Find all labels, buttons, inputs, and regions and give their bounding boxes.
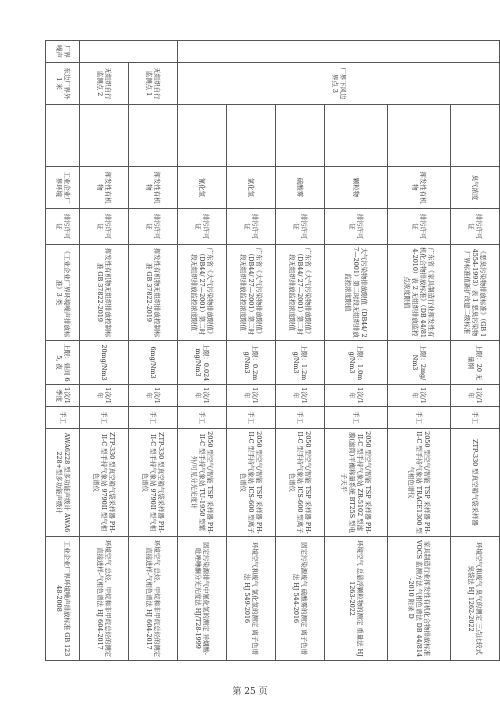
equipment-cell: ZTP-330 型真空箱气袋采样器 PH-II-C 型手持气象站 9790II 型气相色谱仪: [129, 429, 178, 537]
mode-cell: 手工: [226, 407, 275, 429]
basis-cell: 排污许可证: [451, 209, 500, 245]
table-row: [275, 41, 324, 661]
standard-cell: 《工业企业厂界环境噪声排放标准》3 类: [46, 245, 80, 341]
mode-cell: 手工: [129, 407, 178, 429]
equipment-cell: 2050 型空气/智能 TSP 采样器 PH-II-C 型手持气象站 TU-1950 型紫外/可见分光光度计: [178, 429, 227, 537]
limit-cell: 上限：1.0mg/Nm3: [324, 341, 387, 385]
limit-cell: 6mg/Nm3: [129, 341, 178, 385]
empty-cell: [226, 105, 275, 167]
item-cell: 挥发性有机物: [80, 167, 129, 209]
equipment-cell: AWA6228 型多功能声级计 AWA6228+型多功能声级计: [46, 429, 80, 537]
freq-cell: 1次/1年: [451, 385, 500, 407]
mode-cell: 手工: [387, 407, 450, 429]
equipment-cell: 2050 型空气/智能 TSP 采样器 PH-II-C 型手持气象站 ICS-600 型离子色谱仪: [275, 429, 324, 537]
rotated-table-container: [45, 40, 500, 660]
item-cell: 颗粒物: [324, 167, 387, 209]
analysis-cell: 环境空气和废气 臭气的测定 三点比较式臭袋法 HJ 1262-2022: [451, 537, 500, 661]
equipment-cell: 2050 型空气/智能 TSP 采样器 PH-II-C 型手持气象站 ZR-5102 型滤膜(滤筒)平衡称量系统 BT25S 型电子天平: [324, 429, 387, 537]
point-cell: 东边厂界外 1 米: [46, 63, 80, 105]
category-cell: 厂界噪声: [46, 41, 80, 63]
standard-cell: 广东省《大气污染物排放限值》（DB44/ 27—2001）第二时段无组织排放监控浓度限值: [275, 245, 324, 341]
mode-cell: 手工: [275, 407, 324, 429]
freq-cell: 1次/1年: [275, 385, 324, 407]
standard-cell: 广东省《大气污染物排放限值》（DB44/ 27—2001）第二时段无组织排放监控浓度限值: [178, 245, 227, 341]
equipment-cell: ZTP-330 型真空箱气袋采样器: [451, 429, 500, 537]
basis-cell: 排污许可证: [226, 209, 275, 245]
point-cell: 厂界下风边界点 3: [178, 63, 500, 105]
freq-cell: 1次/1年: [226, 385, 275, 407]
mode-cell: 手工: [324, 407, 387, 429]
freq-cell: 1次/1年: [324, 385, 387, 407]
page-number: 第 25 页: [232, 687, 268, 697]
freq-cell: 1次/1年: [387, 385, 450, 407]
equipment-cell: ZTP-330 型真空箱气袋采样器 PH-II-C 型手持气象站 9790II 型气相色谱仪: [80, 429, 129, 537]
mode-cell: 手工: [80, 407, 129, 429]
table-row: [387, 41, 450, 661]
analysis-cell: 工业企业厂界环境噪声排放标准 GB 12348-2008: [46, 537, 80, 661]
limit-cell: 上限：1.2mg/Nm3: [275, 341, 324, 385]
limit-cell: 上限：0.2mg/Nm3: [226, 341, 275, 385]
empty-cell: [451, 105, 500, 167]
table-row: [129, 41, 178, 661]
table-row: [178, 41, 227, 661]
point-cell: 无组织自行监测点 1: [129, 63, 178, 105]
item-cell: 氰化氢: [178, 167, 227, 209]
standard-cell: 大气污染物排放限值（DB44/ 27—2001）第二时段无组织排放监控浓度限值: [324, 245, 387, 341]
table-row: [80, 41, 129, 661]
mode-cell: 手工: [178, 407, 227, 429]
limit-cell: 上限：20 无量纲: [451, 341, 500, 385]
empty-cell: [129, 105, 178, 167]
basis-cell: 排污许可证: [46, 209, 80, 245]
item-cell: 挥发性有机物: [129, 167, 178, 209]
freq-cell: 1次/1年: [80, 385, 129, 407]
freq-cell: 1次/1年: [129, 385, 178, 407]
standard-cell: 挥发性有机物无组织排放控制标准 GB 37822-2019: [129, 245, 178, 341]
item-cell: 氯化氢: [226, 167, 275, 209]
analysis-cell: 家具制造行业挥发性有机化合物排放标准 VOCS 监测方法 气相色谱法 DB 44/814-2010 附录 D: [387, 537, 450, 661]
analysis-cell: 环境空气 总悬浮颗粒物的测定 重量法 HJ 1263-2022: [324, 537, 387, 661]
basis-cell: 排污许可证: [275, 209, 324, 245]
standard-cell: 广东省《大气污染物排放限值》（DB44/ 27—2001）第二时段无组织排放监控浓度限值: [226, 245, 275, 341]
empty-cell: [178, 105, 227, 167]
limit-cell: 上限：昼间 65, 夜: [46, 341, 80, 385]
basis-cell: 排污许可证: [178, 209, 227, 245]
equipment-cell: 2050 型空气/智能 TSP 采样器 PH-II-C 型手持气象站 ICS-600 型离子色谱仪: [226, 429, 275, 537]
limit-cell: 上限：2mg/Nm3: [387, 341, 450, 385]
table-row: [46, 41, 80, 661]
equipment-cell: 2050 型空气/智能 TSP 采样器 PH-II-C 型手持气象站 TRACE1300 型气相色谱仪: [387, 429, 450, 537]
standard-cell: 《恶臭污染物排放标准》（GB 14554-1993）表 1 恶臭污染物厂界标准值新扩改建二级标准: [451, 245, 500, 341]
limit-cell: 上限：0.024mg/Nm3: [178, 341, 227, 385]
item-cell: 工业企业厂界环境: [46, 167, 80, 209]
analysis-cell: 固定污染源排气中氰化氢的测定 异烟酸-吡唑啉酮分光光度法 HJ/T28-1999: [178, 537, 227, 661]
table-row: [324, 41, 387, 661]
limit-cell: 20mg/Nm3: [80, 341, 129, 385]
basis-cell: 排污许可证: [129, 209, 178, 245]
analysis-cell: 环境空气 总烃、甲烷和非甲烷总烃的测定 直接进样-气相色谱法 HJ 604-2017: [129, 537, 178, 661]
monitoring-table: [45, 40, 500, 661]
cat-merged-cell: [80, 41, 178, 63]
item-cell: 硫酸雾: [275, 167, 324, 209]
analysis-cell: 环境空气 总烃、甲烷和非甲烷总烃的测定 直接进样-气相色谱法 HJ 604-2017: [80, 537, 129, 661]
empty-cell: [80, 105, 129, 167]
freq-cell: 1次/1年: [178, 385, 227, 407]
item-cell: 挥发性有机物: [387, 167, 450, 209]
empty-cell: [387, 105, 450, 167]
analysis-cell: 环境空气和废气 氯化氢的测定 离子色谱法 HJ 549-2016: [226, 537, 275, 661]
empty-cell: [324, 105, 387, 167]
standard-cell: 广东省《家具制造行业挥发性有机化合物排放标准》（DB 44/814-2010）表 2 无组织排放监控点浓度限值: [387, 245, 450, 341]
freq-cell: 1次/1季度: [46, 385, 80, 407]
basis-cell: 排污许可证: [80, 209, 129, 245]
table-row: [451, 41, 500, 661]
cat-merged-cell: [178, 41, 500, 63]
empty-cell: [275, 105, 324, 167]
table-row: [226, 41, 275, 661]
mode-cell: 手工: [451, 407, 500, 429]
empty-cell: [46, 105, 80, 167]
point-cell: 无组织自行监测点 2: [80, 63, 129, 105]
standard-cell: 挥发性有机物无组织排放控制标准 GB 37822-2019: [80, 245, 129, 341]
basis-cell: 排污许可证: [387, 209, 450, 245]
analysis-cell: 固定污染源废气 硫酸雾的测定 离子色谱法 HJ 544-2016: [275, 537, 324, 661]
item-cell: 臭气浓度: [451, 167, 500, 209]
basis-cell: 排污许可证: [324, 209, 387, 245]
mode-cell: 手工: [46, 407, 80, 429]
